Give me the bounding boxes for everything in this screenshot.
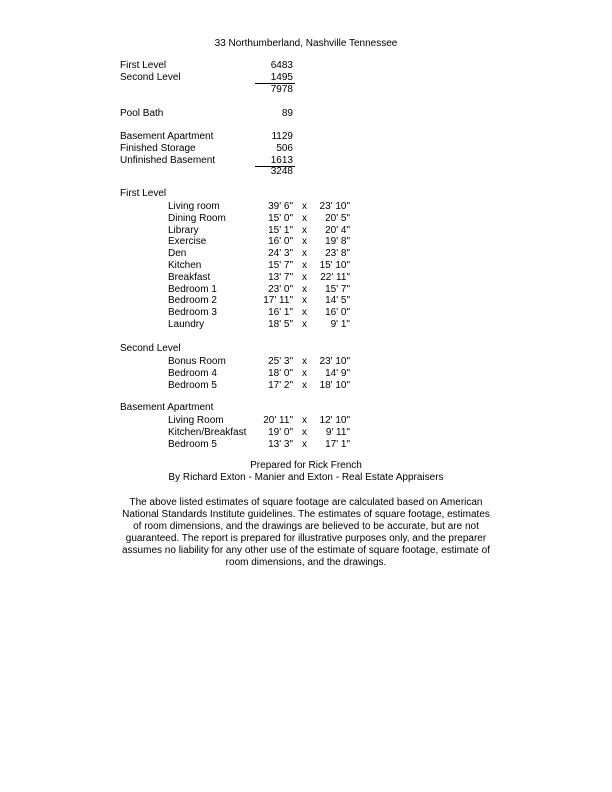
room-dimension-separator: x bbox=[302, 427, 307, 438]
room-name: Bonus Room bbox=[168, 356, 226, 367]
disclaimer-line: of room dimensions, and the drawings are believed to be accurate, but are not bbox=[133, 521, 479, 532]
summary-label-first-level: First Level bbox=[120, 60, 167, 71]
room-dimension-width: 15' 7" bbox=[325, 284, 350, 295]
room-dimension-length: 15' 1" bbox=[268, 225, 293, 236]
disclaimer-line: guaranteed. The report is prepared for illustrative purposes only, and the preparer bbox=[125, 533, 487, 544]
room-dimension-length: 15' 7" bbox=[268, 260, 293, 271]
room-dimension-separator: x bbox=[302, 439, 307, 450]
room-dimension-length: 16' 1" bbox=[268, 307, 293, 318]
room-dimension-separator: x bbox=[302, 380, 307, 391]
room-dimension-width: 22' 11" bbox=[320, 272, 350, 283]
room-dimension-length: 25' 3" bbox=[268, 356, 293, 367]
room-dimension-separator: x bbox=[302, 415, 307, 426]
room-dimension-length: 18' 0" bbox=[268, 368, 293, 379]
section-heading: Basement Apartment bbox=[120, 402, 214, 413]
room-dimension-separator: x bbox=[302, 319, 307, 330]
room-name: Dining Room bbox=[168, 213, 226, 224]
room-dimension-length: 18' 5" bbox=[268, 319, 293, 330]
room-dimension-width: 12' 10" bbox=[319, 415, 350, 426]
room-name: Living room bbox=[168, 201, 220, 212]
room-name: Bedroom 2 bbox=[168, 295, 217, 306]
room-dimension-length: 13' 3" bbox=[268, 439, 293, 450]
section-heading: Second Level bbox=[120, 343, 181, 354]
disclaimer-line: The above listed estimates of square footage are calculated based on American bbox=[129, 497, 483, 508]
room-name: Laundry bbox=[168, 319, 205, 330]
room-dimension-length: 15' 0" bbox=[268, 213, 293, 224]
room-dimension-separator: x bbox=[302, 284, 307, 295]
room-dimension-length: 13' 7" bbox=[268, 272, 293, 283]
room-name: Kitchen/Breakfast bbox=[168, 427, 247, 438]
room-dimension-separator: x bbox=[302, 213, 307, 224]
room-dimension-length: 17' 2" bbox=[268, 380, 293, 391]
prepared-by: By Richard Exton - Manier and Exton - Real Estate Appraisers bbox=[168, 472, 444, 483]
room-name: Breakfast bbox=[168, 272, 211, 283]
disclaimer-line: room dimensions, and the drawings. bbox=[225, 557, 387, 568]
summary-label-finished-storage: Finished Storage bbox=[120, 143, 196, 154]
section-heading: First Level bbox=[120, 188, 167, 199]
summary-value-basement-apartment: 1129 bbox=[271, 131, 293, 142]
room-name: Bedroom 5 bbox=[168, 380, 217, 391]
summary-levels-total: 7978 bbox=[270, 84, 293, 95]
summary-value-second-level: 1495 bbox=[255, 72, 295, 84]
room-dimension-width: 17' 1" bbox=[325, 439, 350, 450]
summary-label-unfinished-basement: Unfinished Basement bbox=[120, 155, 216, 166]
room-dimension-width: 20' 5" bbox=[325, 213, 350, 224]
room-dimension-width: 19' 8" bbox=[325, 236, 350, 247]
summary-label-pool-bath: Pool Bath bbox=[120, 108, 164, 119]
room-name: Den bbox=[168, 248, 187, 259]
room-dimension-length: 39' 6" bbox=[268, 201, 293, 212]
room-dimension-length: 19' 0" bbox=[268, 427, 293, 438]
room-name: Exercise bbox=[168, 236, 207, 247]
room-name: Kitchen bbox=[168, 260, 202, 271]
room-dimension-separator: x bbox=[302, 248, 307, 259]
room-dimension-separator: x bbox=[302, 225, 307, 236]
summary-value-pool-bath: 89 bbox=[281, 108, 293, 119]
room-name: Bedroom 5 bbox=[168, 439, 217, 450]
room-dimension-width: 14' 9" bbox=[325, 368, 350, 379]
room-dimension-width: 9' 1" bbox=[330, 319, 350, 330]
room-dimension-separator: x bbox=[302, 307, 307, 318]
page-title: 33 Northumberland, Nashville Tennessee bbox=[214, 38, 398, 49]
room-dimension-length: 16' 0" bbox=[268, 236, 293, 247]
room-dimension-width: 14' 5" bbox=[325, 295, 350, 306]
room-dimension-length: 17' 11" bbox=[263, 295, 293, 306]
room-dimension-length: 24' 3" bbox=[268, 248, 293, 259]
summary-value-unfinished-basement: 1613 bbox=[255, 155, 295, 167]
room-dimension-width: 9' 11" bbox=[325, 427, 350, 438]
room-dimension-width: 16' 0" bbox=[325, 307, 350, 318]
room-dimension-width: 15' 10" bbox=[319, 260, 350, 271]
disclaimer-line: National Standards Institute guidelines. The estimates of square footage, estimates bbox=[122, 509, 490, 520]
room-dimension-separator: x bbox=[302, 236, 307, 247]
room-dimension-width: 23' 8" bbox=[325, 248, 350, 259]
room-name: Bedroom 4 bbox=[168, 368, 217, 379]
room-dimension-width: 23' 10" bbox=[319, 356, 350, 367]
room-dimension-separator: x bbox=[302, 295, 307, 306]
room-dimension-width: 18' 10" bbox=[319, 380, 350, 391]
room-name: Bedroom 1 bbox=[168, 284, 217, 295]
room-name: Library bbox=[168, 225, 199, 236]
room-dimension-width: 20' 4" bbox=[325, 225, 350, 236]
summary-value-finished-storage: 506 bbox=[276, 143, 293, 154]
room-dimension-length: 20' 11" bbox=[263, 415, 293, 426]
summary-label-basement-apartment: Basement Apartment bbox=[120, 131, 214, 142]
room-dimension-separator: x bbox=[302, 201, 307, 212]
summary-value-first-level: 6483 bbox=[270, 60, 293, 71]
room-name: Bedroom 3 bbox=[168, 307, 217, 318]
room-dimension-separator: x bbox=[302, 272, 307, 283]
room-dimension-width: 23' 10" bbox=[319, 201, 350, 212]
prepared-for: Prepared for Rick French bbox=[250, 460, 362, 471]
room-dimension-separator: x bbox=[302, 356, 307, 367]
room-name: Living Room bbox=[168, 415, 224, 426]
disclaimer bbox=[0, 497, 612, 569]
room-dimension-length: 23' 0" bbox=[268, 284, 293, 295]
disclaimer-line: assumes no liability for any other use of the estimate of square footage, estimate of bbox=[122, 545, 490, 556]
room-dimension-separator: x bbox=[302, 368, 307, 379]
room-dimension-separator: x bbox=[302, 260, 307, 271]
summary-basement-total: 3248 bbox=[270, 166, 293, 177]
summary-label-second-level: Second Level bbox=[120, 72, 181, 83]
